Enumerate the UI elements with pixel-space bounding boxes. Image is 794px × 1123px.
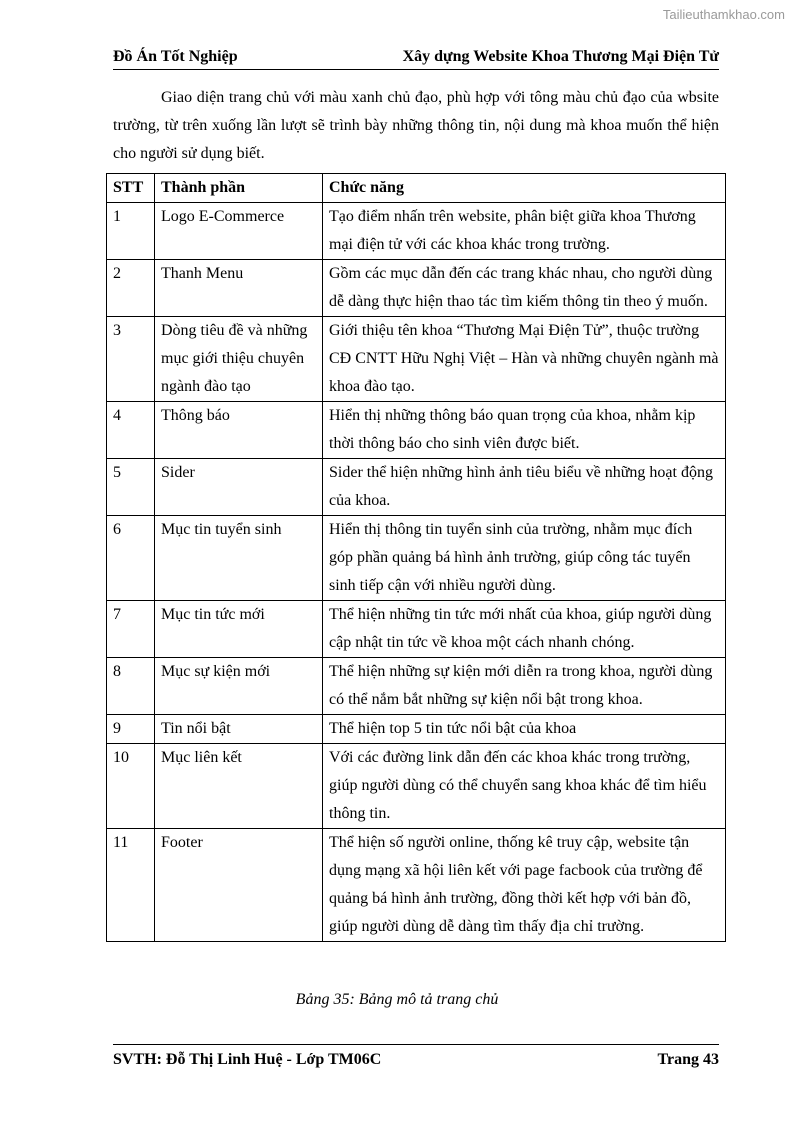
cell-stt: 8 bbox=[107, 658, 155, 715]
table-row bbox=[107, 260, 726, 317]
table-row bbox=[107, 402, 726, 459]
table-row bbox=[107, 203, 726, 260]
watermark-text: Tailieuthamkhao.com bbox=[662, 7, 785, 22]
cell-component: Tin nổi bật bbox=[155, 715, 323, 744]
cell-function: Giới thiệu tên khoa “Thương Mại Điện Tử”, thuộc trường CĐ CNTT Hữu Nghị Việt – Hàn và những chuyên ngành mà khoa đào tạo. bbox=[323, 317, 726, 402]
table-header-row bbox=[107, 174, 726, 203]
cell-stt: 6 bbox=[107, 516, 155, 601]
cell-component: Sider bbox=[155, 459, 323, 516]
cell-function: Thể hiện số người online, thống kê truy cập, website tận dụng mạng xã hội liên kết với page facbook của trường để quảng bá hình ảnh trường, đồng thời kết hợp với bản đồ, giúp người dùng dễ dàng tìm thấy địa chỉ trường. bbox=[323, 829, 726, 942]
cell-stt: 9 bbox=[107, 715, 155, 744]
table-row bbox=[107, 317, 726, 402]
table-row bbox=[107, 744, 726, 829]
header-right-title: Xây dựng Website Khoa Thương Mại Điện Tử bbox=[402, 48, 719, 65]
column-header-function: Chức năng bbox=[323, 174, 726, 203]
column-header-component: Thành phần bbox=[155, 174, 323, 203]
cell-component: Thông báo bbox=[155, 402, 323, 459]
cell-component: Mục tin tuyển sinh bbox=[155, 516, 323, 601]
cell-function: Thể hiện top 5 tin tức nổi bật của khoa bbox=[323, 715, 726, 744]
table-row bbox=[107, 516, 726, 601]
cell-component: Thanh Menu bbox=[155, 260, 323, 317]
page-number: Trang 43 bbox=[657, 1051, 719, 1068]
cell-function: Tạo điểm nhấn trên website, phân biệt giữa khoa Thương mại điện tử với các khoa khác trong trường. bbox=[323, 203, 726, 260]
table-row bbox=[107, 601, 726, 658]
cell-stt: 2 bbox=[107, 260, 155, 317]
footer-author: SVTH: Đỗ Thị Linh Huệ - Lớp TM06C bbox=[113, 1051, 382, 1068]
cell-stt: 5 bbox=[107, 459, 155, 516]
cell-component: Dòng tiêu đề và những mục giới thiệu chuyên ngành đào tạo bbox=[155, 317, 323, 402]
cell-stt: 4 bbox=[107, 402, 155, 459]
page-footer bbox=[113, 1044, 719, 1069]
cell-function: Thể hiện những tin tức mới nhất của khoa, giúp người dùng cập nhật tin tức về khoa một cách nhanh chóng. bbox=[323, 601, 726, 658]
table-caption: Bảng 35: Bảng mô tả trang chủ bbox=[295, 991, 499, 1008]
homepage-description-table bbox=[106, 173, 726, 942]
table-row bbox=[107, 459, 726, 516]
page-header bbox=[113, 48, 719, 70]
intro-paragraph: Giao diện trang chủ với màu xanh chủ đạo, phù hợp với tông màu chủ đạo của wbsite trường, từ trên xuống lần lượt sẽ trình bày những thông tin, nội dung mà khoa muốn thể hiện cho người sử dụng biết. bbox=[113, 89, 719, 162]
cell-function: Với các đường link dẫn đến các khoa khác trong trường, giúp người dùng có thể chuyển sang khoa khác để tìm hiểu thông tin. bbox=[323, 744, 726, 829]
cell-component: Mục tin tức mới bbox=[155, 601, 323, 658]
cell-function: Hiển thị thông tin tuyển sinh của trường, nhằm mục đích góp phần quảng bá hình ảnh trường, giúp công tác tuyển sinh tiếp cận với nhiều người dùng. bbox=[323, 516, 726, 601]
cell-function: Hiển thị những thông báo quan trọng của khoa, nhằm kịp thời thông báo cho sinh viên được biết. bbox=[323, 402, 726, 459]
cell-function: Thể hiện những sự kiện mới diễn ra trong khoa, người dùng có thể nắm bắt những sự kiện nổi bật trong khoa. bbox=[323, 658, 726, 715]
table-row bbox=[107, 829, 726, 942]
table-row bbox=[107, 658, 726, 715]
cell-stt: 7 bbox=[107, 601, 155, 658]
cell-stt: 11 bbox=[107, 829, 155, 942]
table-row bbox=[107, 715, 726, 744]
cell-stt: 1 bbox=[107, 203, 155, 260]
cell-component: Footer bbox=[155, 829, 323, 942]
column-header-stt: STT bbox=[107, 174, 155, 203]
cell-component: Logo E-Commerce bbox=[155, 203, 323, 260]
cell-function: Sider thể hiện những hình ảnh tiêu biểu về những hoạt động của khoa. bbox=[323, 459, 726, 516]
header-left-title: Đồ Án Tốt Nghiệp bbox=[113, 48, 238, 65]
cell-component: Mục sự kiện mới bbox=[155, 658, 323, 715]
cell-component: Mục liên kết bbox=[155, 744, 323, 829]
cell-function: Gồm các mục dẫn đến các trang khác nhau, cho người dùng dễ dàng thực hiện thao tác tìm kiếm thông tin theo ý muốn. bbox=[323, 260, 726, 317]
cell-stt: 3 bbox=[107, 317, 155, 402]
cell-stt: 10 bbox=[107, 744, 155, 829]
